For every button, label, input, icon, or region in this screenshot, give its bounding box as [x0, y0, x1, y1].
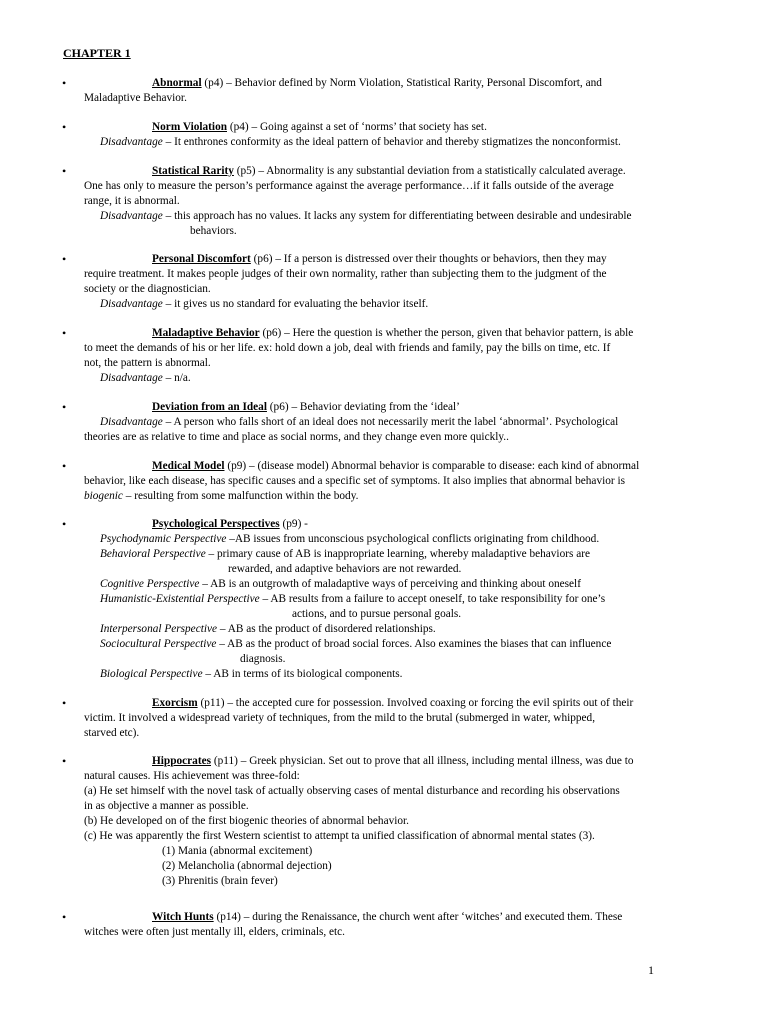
disadvantage: Disadvantage – It enthrones conformity as the ideal pattern of behavior and thereby stigmatizes the nonconformist.	[100, 136, 621, 148]
section-medical-model: • Medical Model (p9) – (disease model) Abnormal behavior is comparable to disease: each kind of abnormal behavior, like each disease, has specific causes and a specific set of symptoms. It also implies that abnormal behavior is biogenic – resulting from some malfunction within the body.	[62, 459, 640, 502]
disadvantage: Disadvantage – it gives us no standard for evaluating the behavior itself.	[100, 298, 429, 310]
term: Abnormal	[152, 77, 202, 89]
perspective-item: Cognitive Perspective – AB is an outgrowth of maladaptive ways of perceiving and thinking about oneself	[100, 578, 581, 590]
section-statistical-rarity: • Statistical Rarity (p5) – Abnormality is any substantial deviation from a statistically calculated average. One has only to measure the person’s performance against the average performance…if it falls outside of the average range, it is abnormal. Disadvantage – this approach has no values. It lacks any system for differentiating between desirable and undesirable behaviors.	[84, 164, 696, 239]
perspective-item: Sociocultural Perspective – AB as the product of broad social forces. Also examines the biases that can influence	[100, 638, 612, 650]
term: Exorcism	[152, 697, 198, 709]
section-norm-violation: • Norm Violation (p4) – Going against a set of ‘norms’ that society has set. Disadvantage – It enthrones conformity as the ideal pattern of behavior and thereby stigmatizes the nonconformist.	[84, 120, 696, 150]
disadvantage: Disadvantage – this approach has no values. It lacks any system for differentiating between desirable and undesirable	[100, 210, 632, 222]
section-abnormal: • Abnormal (p4) – Behavior defined by Norm Violation, Statistical Rarity, Personal Discomfort, and Maladaptive Behavior.	[62, 76, 602, 104]
section-deviation-from-ideal: • Deviation from an Ideal (p6) – Behavior deviating from the ‘ideal’ Disadvantage – A person who falls short of an ideal does not necessarily merit the label ‘abnormal’. Psychological theories are as relative to time and place as social norms, and they change even more quickly..	[84, 400, 696, 445]
section-personal-discomfort: • Personal Discomfort (p6) – If a person is distressed over their thoughts or behaviors, then they may require treatment. It makes people judges of their own normality, rather than subjecting them to the judgment of the society or the diagnostician. Disadvantage – it gives us no standard for evaluating the behavior itself.	[84, 252, 696, 312]
page-number: 1	[648, 963, 654, 977]
term: Personal Discomfort	[152, 253, 251, 265]
list-item: (2) Melancholia (abnormal dejection)	[162, 860, 332, 872]
perspective-item: Humanistic-Existential Perspective – AB results from a failure to accept oneself, to take responsibility for one’s	[100, 593, 606, 605]
section-witch-hunts: • Witch Hunts (p14) – during the Renaissance, the church went after ‘witches’ and executed them. These witches were often just mentally ill, elders, criminals, etc.	[62, 910, 623, 938]
list-item: (1) Mania (abnormal excitement)	[162, 845, 313, 857]
list-item: (3) Phrenitis (brain fever)	[162, 875, 278, 887]
perspective-item: Interpersonal Perspective – AB as the product of disordered relationships.	[100, 623, 436, 635]
term: Hippocrates	[152, 755, 211, 767]
section-maladaptive-behavior: • Maladaptive Behavior (p6) – Here the question is whether the person, given that behavior pattern, is able to meet the demands of his or her life. ex: hold down a job, deal with friends and family, pay the bills on time, etc. If not, the pattern is abnormal. Disadvantage – n/a.	[84, 326, 696, 386]
section-hippocrates: • Hippocrates (p11) – Greek physician. Set out to prove that all illness, including mental illness, was due to natural causes. His achievement was three-fold: (a) He set himself with the novel task of actually observing cases of mental disturbance and recording his observations in as objective a manner as possible. (b) He developed on of the first biogenic theories of abnormal behavior. (c) He was apparently the first Western scientist to attempt ta unified classification of abnormal mental states (3). (1) Mania (abnormal excitement) (2) Melancholia (abnormal dejection) (3) Phrenitis (brain fever)	[84, 754, 696, 889]
chapter-heading: CHAPTER 1	[63, 46, 131, 60]
section-psychological-perspectives: • Psychological Perspectives (p9) - Psychodynamic Perspective –AB issues from unconscious psychological conflicts originating from childhood. Behavioral Perspective – primary cause of AB is inappropriate learning, whereby maladaptive behaviors are rewarded, and adaptive behaviors are not rewarded. Cognitive Perspective – AB is an outgrowth of maladaptive ways of perceiving and thinking about oneself Humanistic-Existential Perspective – AB results from a failure to accept oneself, to take responsibility for one’s actions, and to pursue personal goals. Interpersonal Perspective – AB as the product of disordered relationships. Sociocultural Perspective – AB as the product of broad social forces. Also examines the biases that can influence diagnosis. Biological Perspective – AB in terms of its biological components.	[84, 517, 696, 682]
disadvantage: Disadvantage – A person who falls short of an ideal does not necessarily merit the label ‘abnormal’. Psychological	[100, 416, 619, 428]
term: Witch Hunts	[152, 911, 214, 923]
term: Statistical Rarity	[152, 165, 234, 177]
bullet: •	[62, 76, 67, 90]
disadvantage: Disadvantage – n/a.	[100, 372, 191, 384]
term: Norm Violation	[152, 121, 227, 133]
perspective-item: Behavioral Perspective – primary cause of AB is inappropriate learning, whereby maladaptive behaviors are	[100, 548, 590, 560]
term: Psychological Perspectives	[152, 518, 280, 530]
term: Medical Model	[152, 460, 225, 472]
perspective-item: Psychodynamic Perspective –AB issues from unconscious psychological conflicts originating from childhood.	[100, 533, 600, 545]
term: Maladaptive Behavior	[152, 327, 260, 339]
term: Deviation from an Ideal	[152, 401, 267, 413]
perspective-item: Biological Perspective – AB in terms of its biological components.	[100, 668, 403, 680]
section-exorcism: • Exorcism (p11) – the accepted cure for possession. Involved coaxing or forcing the evil spirits out of their victim. It involved a widespread variety of techniques, from the mild to the brutal (submerged in water, whipped, starved etc).	[62, 696, 634, 739]
